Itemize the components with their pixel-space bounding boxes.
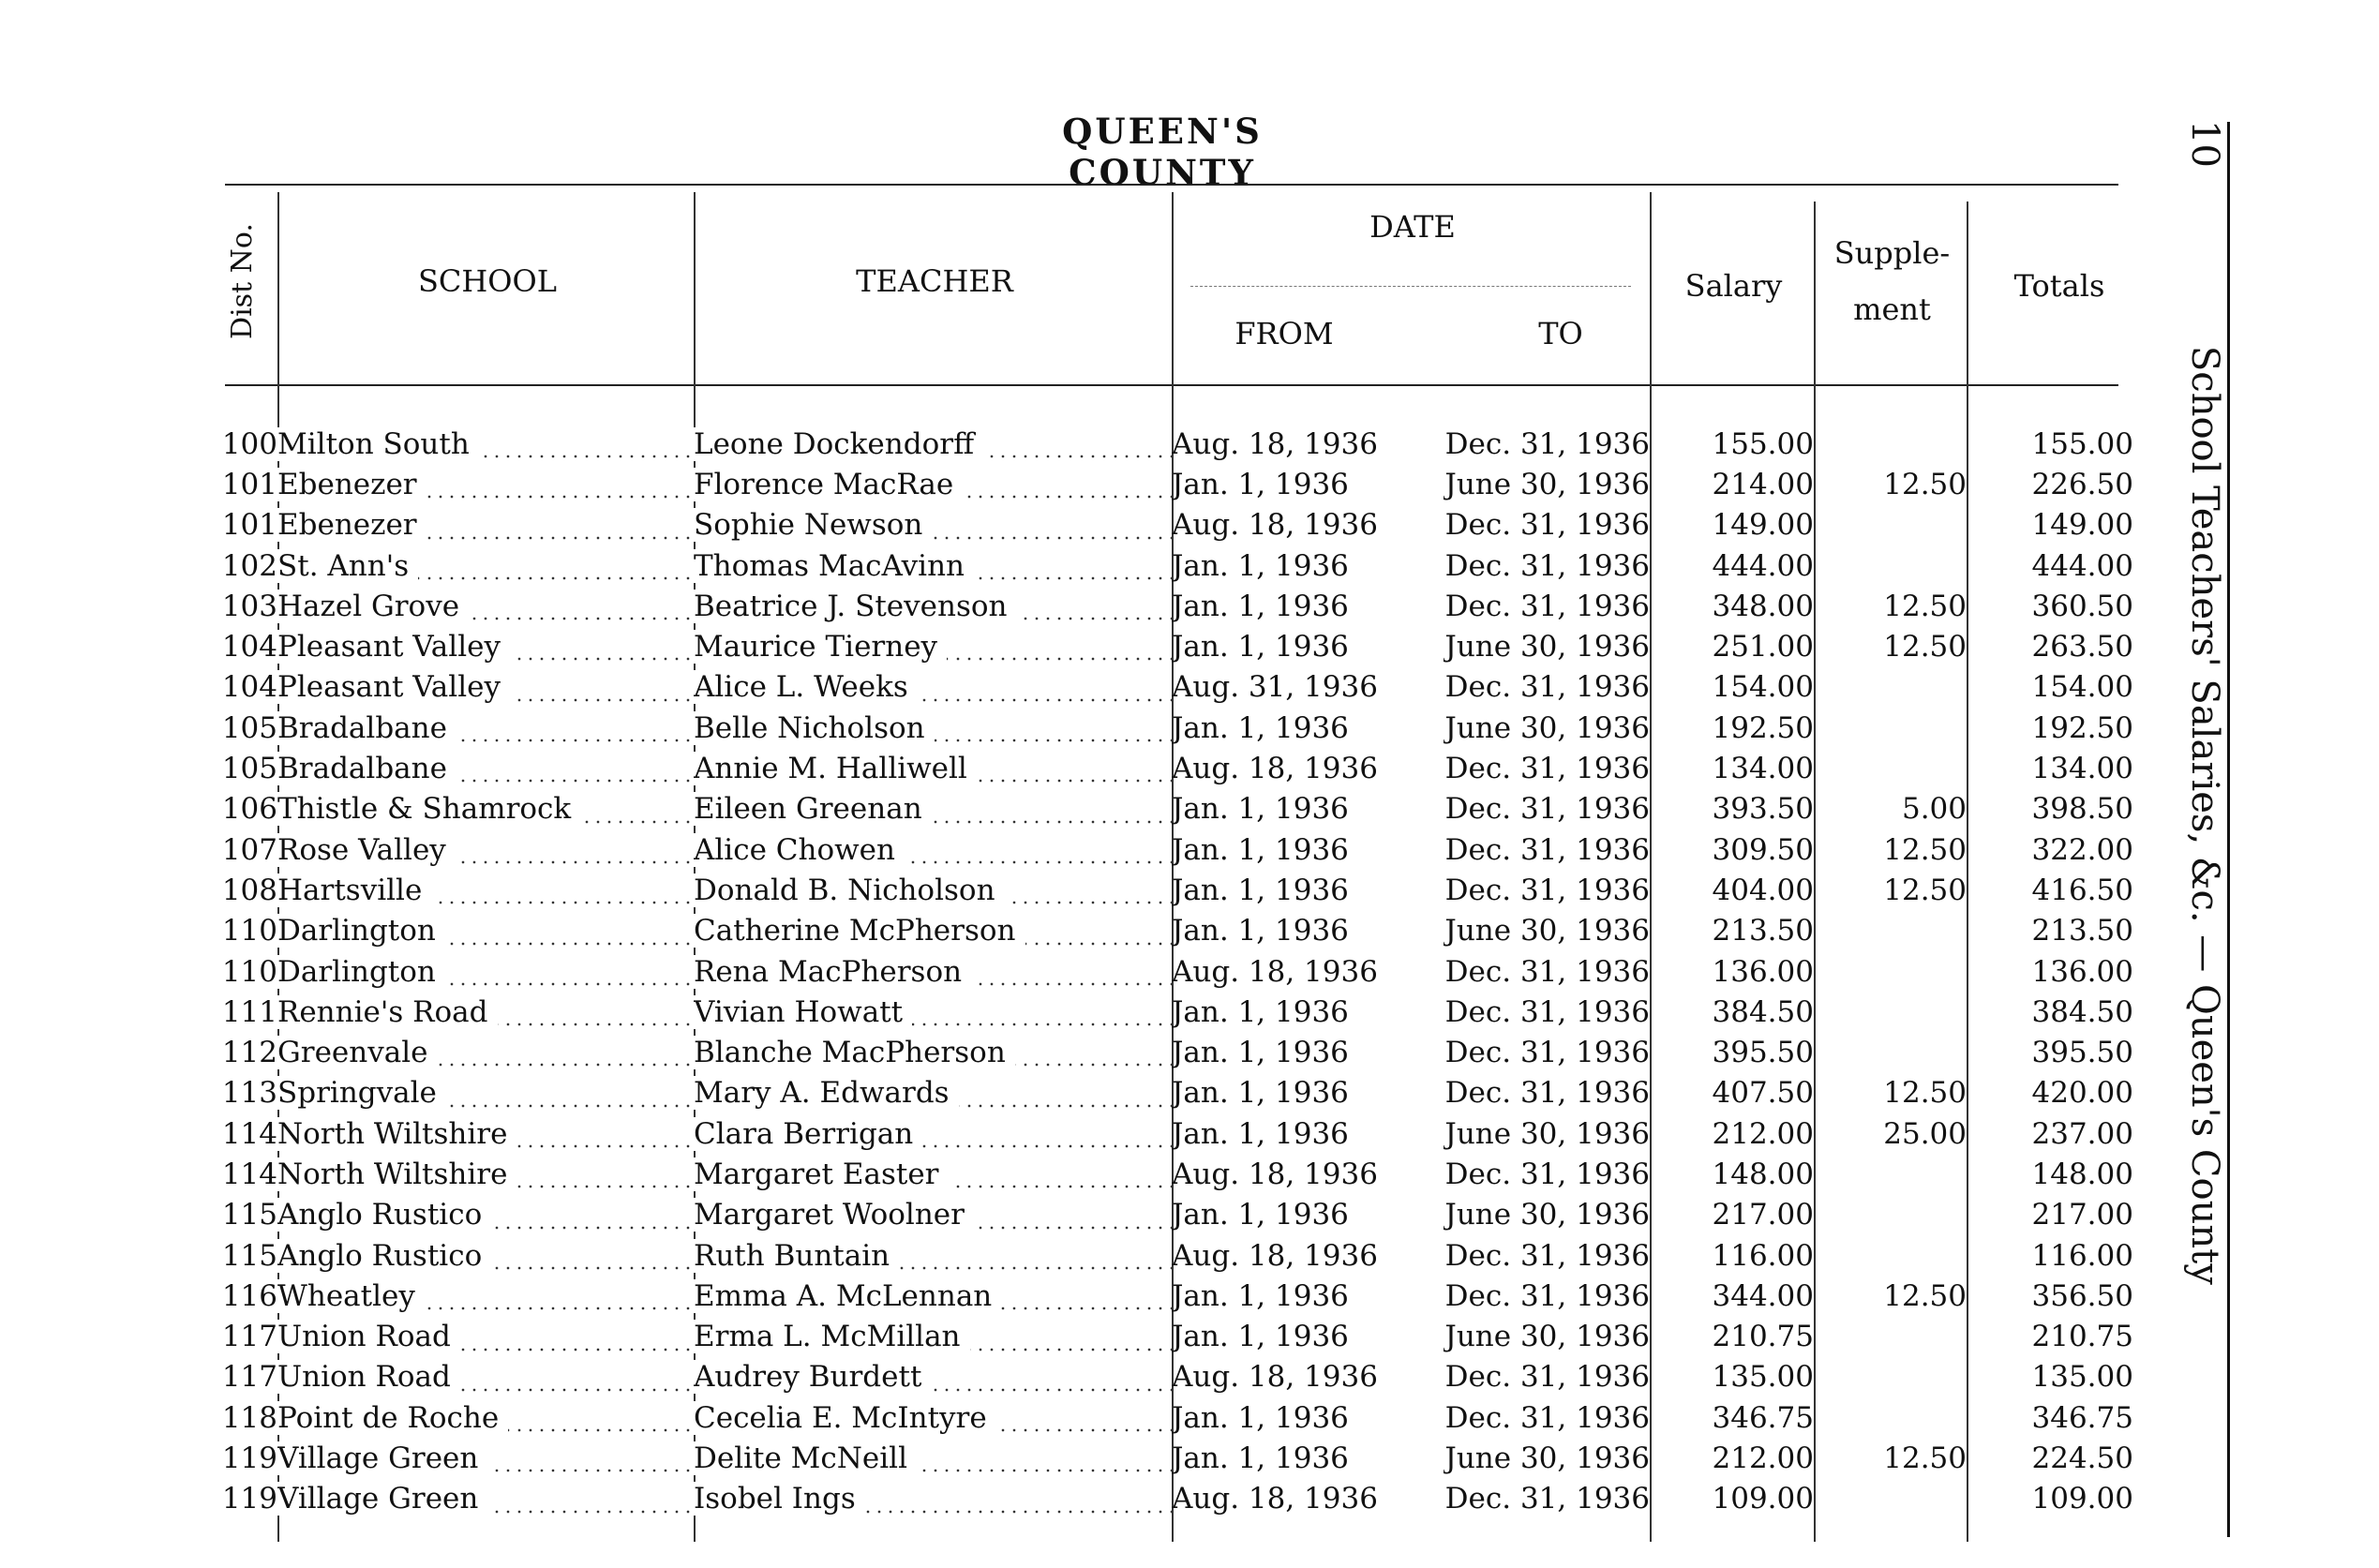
table-row (221, 626, 2133, 666)
to-date-cell: Dec. 31, 1936 (1444, 1482, 1650, 1516)
table-row (221, 424, 2133, 464)
supplement-cell (1814, 505, 1967, 545)
total-cell: 109.00 (2031, 1482, 2133, 1516)
from-date-cell: Jan. 1, 1936 (1172, 1036, 1349, 1070)
school-cell: Greenvale (277, 1032, 694, 1072)
school-cell: Milton South (277, 424, 694, 464)
table-row (221, 464, 2133, 504)
dist-no-cell: 119 (221, 1441, 277, 1476)
salary-cell: 404.00 (1712, 873, 1814, 907)
school-cell: Union Road (277, 1317, 694, 1357)
dist-no-cell: 108 (221, 873, 277, 907)
supplement-cell (1814, 1154, 1967, 1194)
side-heading (2183, 120, 2226, 1285)
dist-no-cell: 110 (221, 914, 277, 948)
teacher-cell: Vivian Howatt (694, 992, 1172, 1032)
from-date-cell: Aug. 18, 1936 (1172, 1360, 1378, 1395)
table-row (221, 1276, 2133, 1316)
dist-no-cell: 101 (221, 508, 277, 543)
to-date-cell: Dec. 31, 1936 (1444, 548, 1650, 583)
table-row (221, 992, 2133, 1032)
dist-no-cell: 102 (221, 548, 277, 583)
supplement-cell: 12.50 (1883, 1441, 1967, 1476)
to-date-cell: Dec. 31, 1936 (1444, 1238, 1650, 1273)
school-cell: Hazel Grove (277, 586, 694, 626)
table-row (221, 708, 2133, 748)
teacher-cell: Donald B. Nicholson (694, 870, 1172, 910)
school-cell: North Wiltshire (277, 1113, 694, 1154)
dist-no-cell: 117 (221, 1320, 277, 1354)
from-date-cell: Jan. 1, 1936 (1172, 832, 1349, 867)
supplement-cell (1814, 1479, 1967, 1519)
supplement-cell (1814, 1195, 1967, 1235)
school-cell: Union Road (277, 1357, 694, 1397)
supplement-cell (1814, 667, 1967, 708)
total-cell: 263.50 (2031, 630, 2133, 665)
dist-no-cell: 114 (221, 1157, 277, 1191)
dist-no-cell: 114 (221, 1116, 277, 1151)
supplement-cell: 25.00 (1883, 1116, 1967, 1151)
total-cell: 136.00 (2031, 954, 2133, 989)
table-row (221, 1438, 2133, 1478)
total-cell: 192.50 (2031, 710, 2133, 745)
teacher-cell: Beatrice J. Stevenson (694, 586, 1172, 626)
from-date-cell: Jan. 1, 1936 (1172, 467, 1349, 501)
teacher-cell: Catherine McPherson (694, 911, 1172, 951)
salary-cell: 154.00 (1712, 670, 1814, 705)
teacher-cell: Leone Dockendorff (694, 424, 1172, 464)
school-cell: Thistle & Shamrock (277, 789, 694, 829)
to-date-cell: Dec. 31, 1936 (1444, 670, 1650, 705)
from-date-cell: Jan. 1, 1936 (1172, 1441, 1349, 1476)
from-date-cell: Jan. 1, 1936 (1172, 589, 1349, 623)
table-row (221, 911, 2133, 951)
teacher-cell: Sophie Newson (694, 505, 1172, 545)
dist-no-cell: 103 (221, 589, 277, 623)
header-date: DATE (1369, 209, 1456, 245)
school-cell: Village Green (277, 1479, 694, 1519)
salary-cell: 395.50 (1712, 1036, 1814, 1070)
salary-cell: 346.75 (1712, 1400, 1814, 1435)
salary-table (221, 424, 2133, 1519)
to-date-cell: Dec. 31, 1936 (1444, 873, 1650, 907)
from-date-cell: Jan. 1, 1936 (1172, 994, 1349, 1029)
total-cell: 148.00 (2031, 1157, 2133, 1191)
supplement-cell (1814, 911, 1967, 951)
from-date-cell: Aug. 18, 1936 (1172, 1157, 1378, 1191)
dist-no-cell: 106 (221, 792, 277, 827)
supplement-cell: 12.50 (1883, 589, 1967, 623)
salary-cell: 155.00 (1712, 426, 1814, 461)
dist-no-cell: 110 (221, 954, 277, 989)
from-date-cell: Aug. 31, 1936 (1172, 670, 1378, 705)
header-totals: Totals (2013, 268, 2105, 304)
supplement-cell (1814, 424, 1967, 464)
teacher-cell: Audrey Burdett (694, 1357, 1172, 1397)
total-cell: 416.50 (2031, 873, 2133, 907)
teacher-cell: Mary A. Edwards (694, 1073, 1172, 1113)
supplement-cell: 12.50 (1883, 832, 1967, 867)
total-cell: 420.00 (2031, 1076, 2133, 1111)
from-date-cell: Jan. 1, 1936 (1172, 873, 1349, 907)
to-date-cell: Dec. 31, 1936 (1444, 508, 1650, 543)
teacher-cell: Clara Berrigan (694, 1113, 1172, 1154)
supplement-cell: 12.50 (1883, 873, 1967, 907)
total-cell: 384.50 (2031, 994, 2133, 1029)
from-date-cell: Jan. 1, 1936 (1172, 1400, 1349, 1435)
header-from: FROM (1234, 316, 1334, 351)
header-top-rule (225, 184, 2118, 186)
dist-no-cell: 119 (221, 1482, 277, 1516)
teacher-cell: Florence MacRae (694, 464, 1172, 504)
dist-no-cell: 105 (221, 752, 277, 786)
teacher-cell: Margaret Easter (694, 1154, 1172, 1194)
teacher-cell: Erma L. McMillan (694, 1317, 1172, 1357)
table-row (221, 1317, 2133, 1357)
to-date-cell: Dec. 31, 1936 (1444, 1360, 1650, 1395)
table-row (221, 1113, 2133, 1154)
dist-no-cell: 111 (221, 994, 277, 1029)
teacher-cell: Alice Chowen (694, 829, 1172, 870)
dist-no-cell: 104 (221, 670, 277, 705)
school-cell: North Wiltshire (277, 1154, 694, 1194)
to-date-cell: Dec. 31, 1936 (1444, 752, 1650, 786)
supplement-cell (1814, 1032, 1967, 1072)
dist-no-cell: 117 (221, 1360, 277, 1395)
from-date-cell: Jan. 1, 1936 (1172, 1278, 1349, 1313)
salary-cell: 407.50 (1712, 1076, 1814, 1111)
total-cell: 398.50 (2031, 792, 2133, 827)
supplement-cell (1814, 1317, 1967, 1357)
school-cell: Ebenezer (277, 464, 694, 504)
dist-no-cell: 113 (221, 1076, 277, 1111)
supplement-cell: 12.50 (1883, 1278, 1967, 1313)
salary-cell: 344.00 (1712, 1278, 1814, 1313)
supplement-cell (1814, 708, 1967, 748)
total-cell: 360.50 (2031, 589, 2133, 623)
to-date-cell: June 30, 1936 (1444, 1320, 1650, 1354)
salary-cell: 214.00 (1712, 467, 1814, 501)
table-row (221, 1235, 2133, 1276)
dist-no-cell: 107 (221, 832, 277, 867)
salary-cell: 393.50 (1712, 792, 1814, 827)
salary-cell: 148.00 (1712, 1157, 1814, 1191)
total-cell: 213.50 (2031, 914, 2133, 948)
supplement-cell: 5.00 (1901, 792, 1967, 827)
header-supplement-line1: Supple- (1833, 235, 1951, 271)
dist-no-cell: 118 (221, 1400, 277, 1435)
from-date-cell: Jan. 1, 1936 (1172, 1198, 1349, 1232)
school-cell: Anglo Rustico (277, 1195, 694, 1235)
school-cell: Darlington (277, 951, 694, 992)
to-date-cell: Dec. 31, 1936 (1444, 1036, 1650, 1070)
school-cell: Ebenezer (277, 505, 694, 545)
supplement-cell (1814, 1235, 1967, 1276)
total-cell: 226.50 (2031, 467, 2133, 501)
total-cell: 210.75 (2031, 1320, 2133, 1354)
supplement-cell: 12.50 (1883, 467, 1967, 501)
teacher-cell: Blanche MacPherson (694, 1032, 1172, 1072)
teacher-cell: Cecelia E. McIntyre (694, 1397, 1172, 1438)
total-cell: 444.00 (2031, 548, 2133, 583)
table-row (221, 829, 2133, 870)
school-cell: Pleasant Valley (277, 626, 694, 666)
table-row (221, 1357, 2133, 1397)
teacher-cell: Eileen Greenan (694, 789, 1172, 829)
salary-cell: 348.00 (1712, 589, 1814, 623)
salary-cell: 309.50 (1712, 832, 1814, 867)
salary-cell: 384.50 (1712, 994, 1814, 1029)
from-date-cell: Jan. 1, 1936 (1172, 1116, 1349, 1151)
table-row (221, 1479, 2133, 1519)
school-cell: Bradalbane (277, 748, 694, 788)
from-date-cell: Jan. 1, 1936 (1172, 1320, 1349, 1354)
table-row (221, 1073, 2133, 1113)
school-cell: Village Green (277, 1438, 694, 1478)
table-row (221, 545, 2133, 586)
dist-no-cell: 100 (221, 426, 277, 461)
to-date-cell: Dec. 31, 1936 (1444, 954, 1650, 989)
school-cell: St. Ann's (277, 545, 694, 586)
table-row (221, 951, 2133, 992)
page-number: 10 (2183, 120, 2226, 168)
total-cell: 155.00 (2031, 426, 2133, 461)
salary-cell: 134.00 (1712, 752, 1814, 786)
to-date-cell: Dec. 31, 1936 (1444, 1400, 1650, 1435)
salary-cell: 444.00 (1712, 548, 1814, 583)
dist-no-cell: 104 (221, 630, 277, 665)
teacher-cell: Ruth Buntain (694, 1235, 1172, 1276)
to-date-cell: Dec. 31, 1936 (1444, 792, 1650, 827)
supplement-cell (1814, 1357, 1967, 1397)
date-subheader-rule (1190, 286, 1631, 287)
salary-cell: 217.00 (1712, 1198, 1814, 1232)
salary-cell: 136.00 (1712, 954, 1814, 989)
salary-cell: 212.00 (1712, 1116, 1814, 1151)
to-date-cell: Dec. 31, 1936 (1444, 1076, 1650, 1111)
school-cell: Anglo Rustico (277, 1235, 694, 1276)
total-cell: 224.50 (2031, 1441, 2133, 1476)
to-date-cell: Dec. 31, 1936 (1444, 994, 1650, 1029)
total-cell: 149.00 (2031, 508, 2133, 543)
dist-no-cell: 112 (221, 1036, 277, 1070)
school-cell: Springvale (277, 1073, 694, 1113)
salary-cell: 149.00 (1712, 508, 1814, 543)
table-row (221, 1032, 2133, 1072)
to-date-cell: Dec. 31, 1936 (1444, 1278, 1650, 1313)
page-title: QUEEN'S COUNTY (1062, 111, 1263, 193)
teacher-cell: Margaret Woolner (694, 1195, 1172, 1235)
side-rule (2227, 122, 2230, 1537)
running-head: School Teachers' Salaries, &c. — Queen's County (2183, 345, 2226, 1285)
to-date-cell: June 30, 1936 (1444, 710, 1650, 745)
dist-no-cell: 115 (221, 1238, 277, 1273)
to-date-cell: June 30, 1936 (1444, 467, 1650, 501)
to-date-cell: June 30, 1936 (1444, 1116, 1650, 1151)
total-cell: 134.00 (2031, 752, 2133, 786)
table-row (221, 1397, 2133, 1438)
school-cell: Bradalbane (277, 708, 694, 748)
table-row (221, 586, 2133, 626)
total-cell: 116.00 (2031, 1238, 2133, 1273)
supplement-cell: 12.50 (1883, 630, 1967, 665)
salary-cell: 192.50 (1712, 710, 1814, 745)
teacher-cell: Annie M. Halliwell (694, 748, 1172, 788)
teacher-cell: Rena MacPherson (694, 951, 1172, 992)
table-row (221, 1195, 2133, 1235)
total-cell: 346.75 (2031, 1400, 2133, 1435)
from-date-cell: Jan. 1, 1936 (1172, 914, 1349, 948)
total-cell: 356.50 (2031, 1278, 2133, 1313)
from-date-cell: Aug. 18, 1936 (1172, 954, 1378, 989)
school-cell: Wheatley (277, 1276, 694, 1316)
table-row (221, 667, 2133, 708)
from-date-cell: Aug. 18, 1936 (1172, 508, 1378, 543)
to-date-cell: Dec. 31, 1936 (1444, 1157, 1650, 1191)
teacher-cell: Thomas MacAvinn (694, 545, 1172, 586)
total-cell: 217.00 (2031, 1198, 2133, 1232)
from-date-cell: Aug. 18, 1936 (1172, 426, 1378, 461)
header-teacher: TEACHER (856, 263, 1013, 299)
salary-cell: 109.00 (1712, 1482, 1814, 1516)
table-row (221, 1154, 2133, 1194)
dist-no-cell: 115 (221, 1198, 277, 1232)
supplement-cell (1814, 992, 1967, 1032)
teacher-cell: Emma A. McLennan (694, 1276, 1172, 1316)
from-date-cell: Jan. 1, 1936 (1172, 710, 1349, 745)
header-dist-no: Dist No. (226, 223, 259, 339)
dist-no-cell: 116 (221, 1278, 277, 1313)
to-date-cell: Dec. 31, 1936 (1444, 426, 1650, 461)
header-to: TO (1538, 316, 1583, 351)
header-salary: Salary (1684, 268, 1783, 304)
teacher-cell: Maurice Tierney (694, 626, 1172, 666)
table-row (221, 789, 2133, 829)
school-cell: Rennie's Road (277, 992, 694, 1032)
total-cell: 154.00 (2031, 670, 2133, 705)
from-date-cell: Aug. 18, 1936 (1172, 752, 1378, 786)
to-date-cell: Dec. 31, 1936 (1444, 832, 1650, 867)
dist-no-cell: 101 (221, 467, 277, 501)
supplement-cell (1814, 951, 1967, 992)
to-date-cell: June 30, 1936 (1444, 630, 1650, 665)
from-date-cell: Aug. 18, 1936 (1172, 1238, 1378, 1273)
salary-cell: 212.00 (1712, 1441, 1814, 1476)
school-cell: Darlington (277, 911, 694, 951)
header-school: SCHOOL (417, 263, 558, 299)
salary-cell: 210.75 (1712, 1320, 1814, 1354)
total-cell: 135.00 (2031, 1360, 2133, 1395)
table-row (221, 748, 2133, 788)
from-date-cell: Jan. 1, 1936 (1172, 630, 1349, 665)
school-cell: Hartsville (277, 870, 694, 910)
total-cell: 395.50 (2031, 1036, 2133, 1070)
table-row (221, 505, 2133, 545)
to-date-cell: June 30, 1936 (1444, 1441, 1650, 1476)
total-cell: 322.00 (2031, 832, 2133, 867)
salary-cell: 213.50 (1712, 914, 1814, 948)
total-cell: 237.00 (2031, 1116, 2133, 1151)
to-date-cell: June 30, 1936 (1444, 914, 1650, 948)
supplement-cell: 12.50 (1883, 1076, 1967, 1111)
teacher-cell: Isobel Ings (694, 1479, 1172, 1519)
school-cell: Point de Roche (277, 1397, 694, 1438)
salary-cell: 251.00 (1712, 630, 1814, 665)
from-date-cell: Jan. 1, 1936 (1172, 548, 1349, 583)
dist-no-cell: 105 (221, 710, 277, 745)
to-date-cell: Dec. 31, 1936 (1444, 589, 1650, 623)
from-date-cell: Jan. 1, 1936 (1172, 1076, 1349, 1111)
from-date-cell: Aug. 18, 1936 (1172, 1482, 1378, 1516)
from-date-cell: Jan. 1, 1936 (1172, 792, 1349, 827)
school-cell: Rose Valley (277, 829, 694, 870)
header-supplement-line2: ment (1853, 291, 1931, 327)
teacher-cell: Alice L. Weeks (694, 667, 1172, 708)
school-cell: Pleasant Valley (277, 667, 694, 708)
supplement-cell (1814, 748, 1967, 788)
teacher-cell: Belle Nicholson (694, 708, 1172, 748)
salary-cell: 116.00 (1712, 1238, 1814, 1273)
to-date-cell: June 30, 1936 (1444, 1198, 1650, 1232)
table-row (221, 870, 2133, 910)
teacher-cell: Delite McNeill (694, 1438, 1172, 1478)
supplement-cell (1814, 1397, 1967, 1438)
salary-cell: 135.00 (1712, 1360, 1814, 1395)
supplement-cell (1814, 545, 1967, 586)
